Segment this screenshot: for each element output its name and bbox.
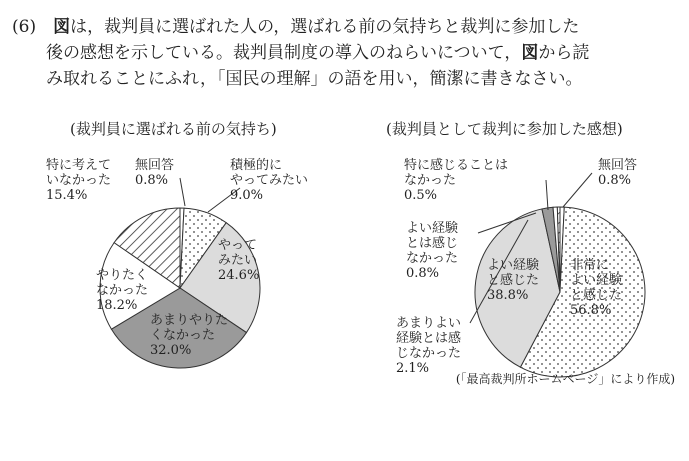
question-line-2-text-b: から読	[538, 43, 590, 63]
label-after-good-value: 38.8%	[487, 288, 529, 303]
label-before-no-thought-value: 15.4%	[46, 188, 88, 203]
label-line: みたい	[218, 253, 258, 268]
label-after-very-good-value: 56.8%	[570, 303, 612, 318]
label-line: なかった	[404, 173, 457, 188]
label-line: と感じた	[487, 273, 540, 288]
question-line-3: み取れることにふれ，「国民の理解」の語を用い，簡潔に書きなさい。	[46, 69, 583, 89]
figure-ref-1: 図	[53, 17, 71, 37]
label-line: なかった	[96, 283, 149, 298]
label-before-not-want	[96, 268, 148, 313]
label-line: じなかった	[396, 346, 462, 361]
label-before-rather-not-value: 32.0%	[150, 343, 192, 358]
label-line: いなかった	[46, 173, 112, 188]
label-line: あまりよい	[396, 316, 462, 331]
label-line: やって	[218, 238, 258, 253]
label-line: 特に考えて	[46, 158, 112, 173]
label-before-want-value: 24.6%	[218, 268, 260, 283]
label-before-no-answer	[135, 158, 174, 188]
chart-title-after: (裁判員として裁判に参加した感想)	[386, 120, 623, 138]
chart-title-before: (裁判員に選ばれる前の気持ち)	[70, 120, 277, 138]
label-after-not-good-text	[406, 221, 458, 266]
label-before-eager	[230, 158, 308, 203]
label-before-rather-not	[150, 313, 228, 358]
question-number: (6)	[12, 17, 37, 37]
label-line: よい経験	[487, 258, 540, 273]
question-line-2-text-a: 後の感想を示している。裁判員制度の導入のねらいについて，	[46, 43, 522, 63]
label-after-not-very-good-value: 2.1%	[396, 361, 430, 376]
label-after-no-answer-value: 0.8%	[598, 173, 632, 188]
label-after-no-answer-text: 無回答	[598, 158, 638, 173]
label-before-no-thought-text	[46, 158, 111, 188]
label-before-not-want-text	[96, 268, 148, 298]
question-line-1	[12, 14, 677, 40]
label-before-want-text	[218, 238, 259, 268]
question-text	[12, 14, 677, 92]
label-line: とは感じ	[406, 236, 459, 251]
label-line: 特に感じることは	[404, 158, 509, 173]
label-after-good-text	[487, 258, 539, 288]
label-line: やってみたい	[230, 173, 309, 188]
source-note: (「最高裁判所ホームページ」により作成)	[455, 372, 675, 386]
label-line: くなかった	[150, 328, 216, 343]
label-after-not-very-good	[396, 316, 461, 376]
label-after-nothing-felt	[404, 158, 508, 203]
label-line: なかった	[406, 251, 459, 266]
label-before-not-want-value: 18.2%	[96, 298, 138, 313]
question-line-1-text: は，裁判員に選ばれた人の，選ばれる前の気持ちと裁判に参加した	[70, 17, 580, 37]
label-before-rather-not-text	[150, 313, 228, 343]
label-line: よい経験	[570, 273, 623, 288]
label-line: 経験とは感	[396, 331, 462, 346]
label-line: あまりやりた	[150, 313, 229, 328]
label-before-eager-text	[230, 158, 308, 188]
leader-line	[546, 180, 548, 210]
label-before-no-answer-text: 無回答	[135, 158, 175, 173]
figure	[0, 118, 689, 408]
leader-line	[180, 178, 185, 206]
label-after-no-answer	[598, 158, 637, 188]
label-line: よい経験	[406, 221, 459, 236]
label-after-good	[487, 258, 539, 303]
label-after-very-good-text	[570, 258, 622, 303]
label-after-not-good-value: 0.8%	[406, 266, 440, 281]
question-line-2	[12, 40, 677, 66]
label-line: やりたく	[96, 268, 149, 283]
label-line: 積極的に	[230, 158, 283, 173]
label-after-not-very-good-text	[396, 316, 461, 361]
label-line: 非常に	[570, 258, 610, 273]
leader-line	[563, 173, 592, 207]
figure-ref-2: 図	[521, 43, 539, 63]
label-before-no-answer-value: 0.8%	[135, 173, 169, 188]
label-after-very-good	[570, 258, 622, 318]
label-after-not-good	[406, 221, 458, 281]
label-before-eager-value: 9.0%	[230, 188, 264, 203]
label-line: と感じた	[570, 288, 623, 303]
label-before-no-thought	[46, 158, 111, 203]
label-after-nothing-felt-text	[404, 158, 508, 188]
label-after-nothing-felt-value: 0.5%	[404, 188, 438, 203]
label-before-want	[218, 238, 259, 283]
